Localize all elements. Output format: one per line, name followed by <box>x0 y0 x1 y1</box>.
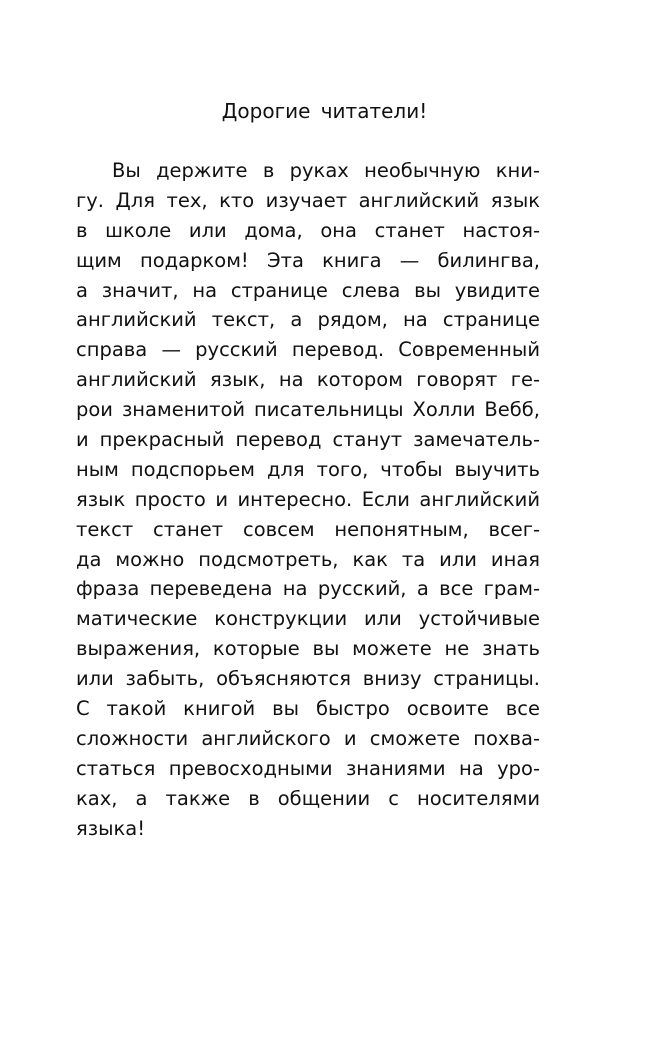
text-line: текст станет совсем непонятным, всег- <box>76 517 540 541</box>
text-line: фраза переведена на русский, а все грам- <box>76 577 540 601</box>
text-line: или забыть, объясняются внизу страницы. <box>76 667 540 691</box>
text-line: английский язык, на котором говорят ге- <box>76 368 540 392</box>
text-line: языка! <box>76 816 146 840</box>
body-text <box>76 156 540 843</box>
text-line: ках, а также в общении с носителями <box>76 786 540 810</box>
text-line: а значит, на странице слева вы увидите <box>76 278 540 302</box>
text-line: да можно подсмотреть, как та или иная <box>76 547 540 571</box>
text-line: матические конструкции или устойчивые <box>76 607 540 631</box>
text-line: язык просто и интересно. Если английский <box>76 487 540 511</box>
text-line: сложности английского и сможете похва- <box>76 726 540 750</box>
text-line: Вы держите в руках необычную кни- <box>112 159 540 182</box>
text-line: справа — русский перевод. Современный <box>76 338 540 362</box>
text-line: щим подарком! Эта книга — билингва, <box>76 248 540 272</box>
text-line: С такой книгой вы быстро освоите все <box>76 697 540 721</box>
text-line: и прекрасный перевод станут замечатель- <box>76 428 540 452</box>
text-line: английский текст, а рядом, на странице <box>76 308 540 332</box>
text-line: выражения, которые вы можете не знать <box>76 637 540 661</box>
text-line: рои знаменитой писательницы Холли Вебб, <box>76 398 540 422</box>
text-line: статься превосходными знаниями на уро- <box>76 756 540 780</box>
text-line: ным подспорьем для того, чтобы выучить <box>76 457 540 481</box>
text-line: гу. Для тех, кто изучает английский язык <box>76 188 540 212</box>
text-line: в школе или дома, она станет настоя- <box>76 218 540 242</box>
page-title: Дорогие читатели! <box>221 99 428 123</box>
